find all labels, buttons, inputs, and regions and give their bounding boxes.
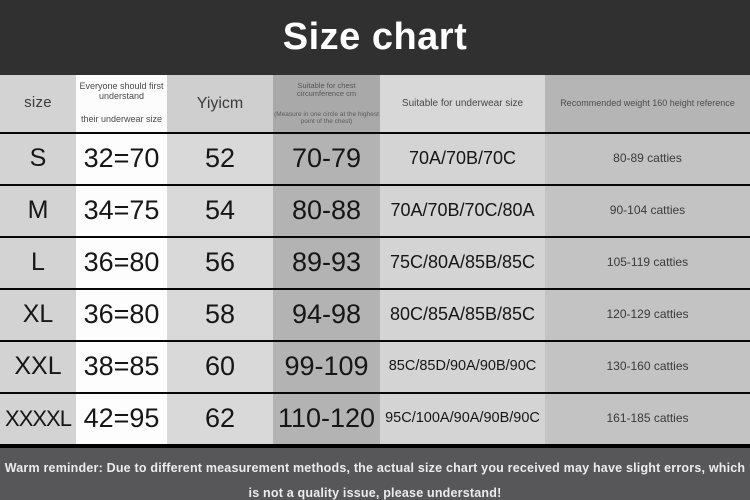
understand-cell: 38=85 (76, 342, 167, 392)
footer-line1: Warm reminder: Due to different measurement methods, the actual size chart you received may have slight errors, which (4, 460, 746, 475)
header-chest-line2: (Measure in one circle at the highest point of the chest) (274, 111, 379, 126)
header-length-label: Yiyicm (196, 94, 244, 112)
header-understand-line2: their underwear size (80, 114, 163, 125)
table-row (0, 132, 750, 184)
table-row (0, 392, 750, 444)
header-cell-length (167, 75, 273, 132)
understand-cell: 42=95 (76, 394, 167, 444)
underwear-cell: 85C/85D/90A/90B/90C (380, 342, 545, 392)
understand-cell: 36=80 (76, 290, 167, 340)
underwear-cell: 80C/85A/85B/85C (380, 290, 545, 340)
underwear-cell: 70A/70B/70C (380, 134, 545, 184)
understand-cell: 34=75 (76, 186, 167, 236)
understand-cell: 32=70 (76, 134, 167, 184)
page-title: Size chart (282, 16, 468, 58)
length-cell: 58 (167, 290, 273, 340)
table-row (0, 236, 750, 288)
weight-cell: 105-119 catties (545, 238, 750, 288)
header-cell-weight (545, 75, 750, 132)
chest-cell: 80-88 (273, 186, 380, 236)
header-understand-line1: Everyone should first understand (79, 80, 164, 101)
table-row (0, 288, 750, 340)
length-cell: 62 (167, 394, 273, 444)
weight-cell: 161-185 catties (545, 394, 750, 444)
header-cell-size (0, 75, 76, 132)
size-cell: XL (0, 290, 76, 340)
size-cell: XXXXL (0, 394, 76, 444)
header-cell-underwear (380, 75, 545, 132)
chest-cell: 110-120 (273, 394, 380, 444)
size-cell: L (0, 238, 76, 288)
understand-cell: 36=80 (76, 238, 167, 288)
length-cell: 54 (167, 186, 273, 236)
footer-note (0, 444, 750, 500)
table-row (0, 340, 750, 392)
header-size-label: size (24, 94, 52, 112)
size-chart-table (0, 75, 750, 444)
header-chest-line1: Suitable for chest circumference cm (296, 80, 357, 98)
chest-cell: 94-98 (273, 290, 380, 340)
weight-cell: 90-104 catties (545, 186, 750, 236)
table-header-row (0, 75, 750, 132)
chest-cell: 89-93 (273, 238, 380, 288)
weight-cell: 80-89 catties (545, 134, 750, 184)
chest-cell: 99-109 (273, 342, 380, 392)
weight-cell: 120-129 catties (545, 290, 750, 340)
underwear-cell: 95C/100A/90A/90B/90C (380, 394, 545, 444)
header-cell-chest (273, 75, 380, 132)
size-cell: M (0, 186, 76, 236)
footer-line2: is not a quality issue, please understand! (248, 485, 502, 500)
weight-cell: 130-160 catties (545, 342, 750, 392)
size-cell: XXL (0, 342, 76, 392)
header-underwear-label: Suitable for underwear size (401, 98, 524, 109)
underwear-cell: 70A/70B/70C/80A (380, 186, 545, 236)
title-banner (0, 0, 750, 75)
chest-cell: 70-79 (273, 134, 380, 184)
underwear-cell: 75C/80A/85B/85C (380, 238, 545, 288)
header-weight-label: Recommended weight 160 height reference (560, 97, 735, 108)
length-cell: 56 (167, 238, 273, 288)
length-cell: 60 (167, 342, 273, 392)
header-cell-understand (76, 75, 167, 132)
length-cell: 52 (167, 134, 273, 184)
size-cell: S (0, 134, 76, 184)
table-row (0, 184, 750, 236)
